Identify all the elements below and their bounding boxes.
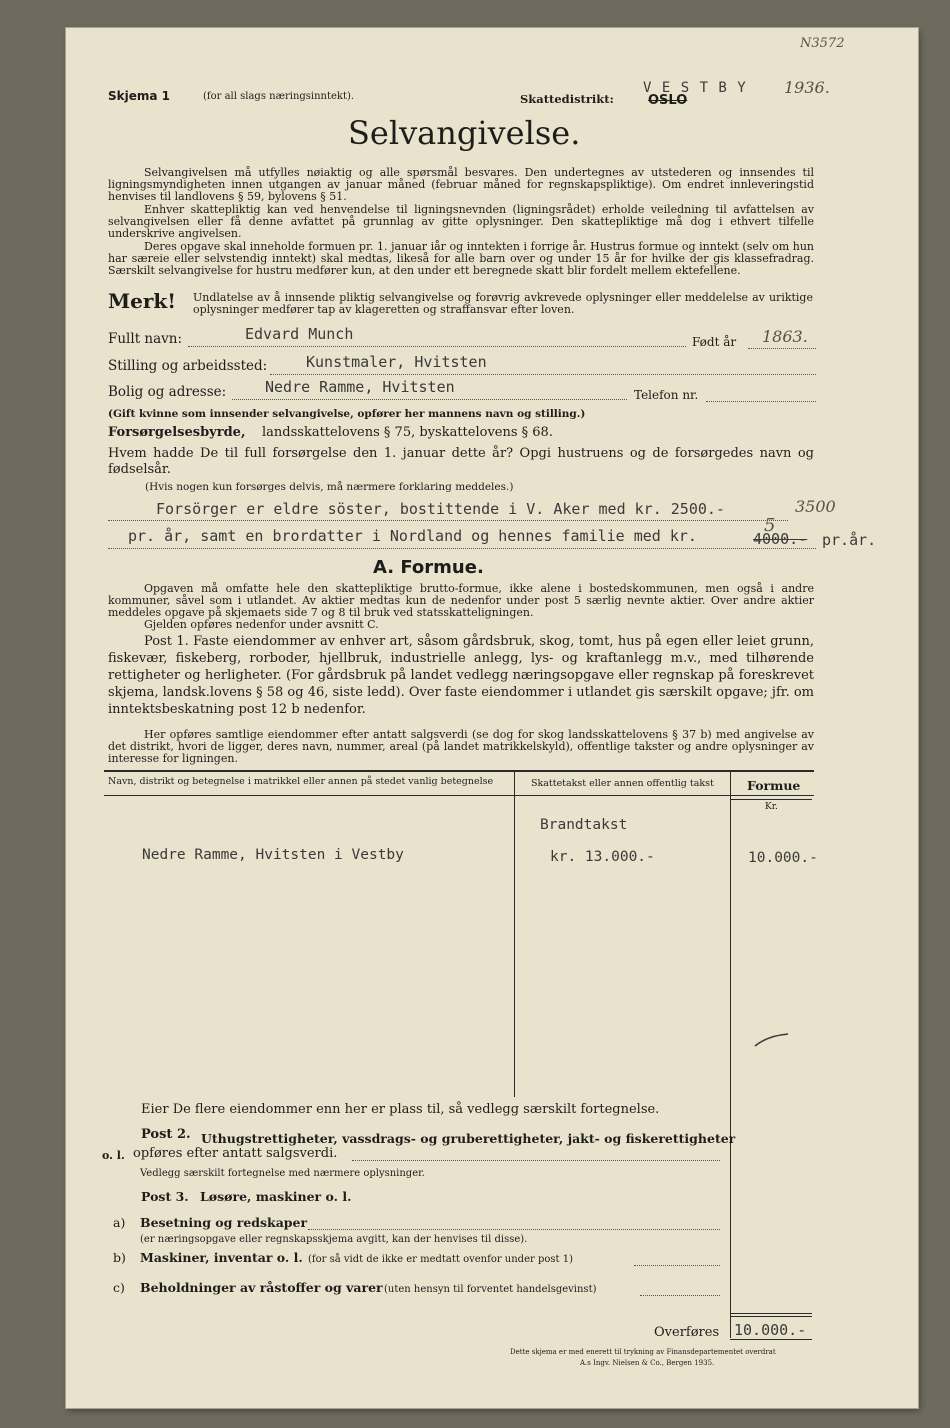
support-line-1: Forsörger er eldre söster, bostittende i V. Aker med kr. 2500.-: [156, 500, 725, 518]
post3-c-text: Beholdninger av råstoffer og varer: [140, 1280, 383, 1295]
intro-paragraph-1: Selvangivelsen må utfylles nøiaktig og alle spørsmål besvares. Den undertegnes av utstederen og innsendes til ligningsmyndigheten innen utgangen av januar måned (februar måned for regnskapspliktige). Om endret innleveringstid henvises til landlovens § 59, bylovens § 51.: [108, 166, 814, 203]
pen-mark: [752, 1030, 792, 1050]
post3-c-note: (uten hensyn til forventet handelsgevinst): [384, 1284, 597, 1295]
phone-label: Telefon nr.: [634, 388, 699, 402]
form-sub: (for all slags næringsinntekt).: [203, 91, 355, 102]
married-note: (Gift kvinne som innsender selvangivelse, opfører her mannens navn og stilling.): [108, 408, 586, 420]
post3-a-dots: [308, 1228, 720, 1230]
form-label: Skjema 1: [108, 89, 171, 103]
imprint-1: Dette skjema er med enerett til trykning av Finansdepartementet overdrat: [510, 1348, 776, 1356]
intro-paragraph-2: Enhver skattepliktig kan ved henvendelse til ligningsnevnden (ligningsrådet) erholde veiledning til avfattelsen av selvangivelsen eller få denne avfattet på grunnlag av gitte oplysninger. Den skattepliktige må dog i ethvert tilfelle underskrive angivelsen.: [108, 203, 814, 240]
table-col-1: Navn, distrikt og betegnelse i matrikkel eller annen på stedet vanlig betegnelse: [108, 776, 494, 787]
post3-title: Løsøre, maskiner o. l.: [200, 1189, 352, 1204]
post3-c-dots: [640, 1294, 720, 1296]
name-line: [188, 345, 686, 347]
occupation-line: [270, 373, 816, 375]
address-value: Nedre Ramme, Hvitsten: [265, 378, 455, 396]
post1-text: Post 1. Faste eiendommer av enhver art, såsom gårdsbruk, skog, tomt, hus på egen eller leiet grunn, fiskevær, fiskeberg, rorboder, hjellbruk, industrielle anlegg, lys- og kraftanlegg m.v., med tilhørende rettigheter og herligheter. (For gårdsbruk på landet vedlegg næringsopgave eller regnskap på foreskrevet skjema, landsk.lovens § 58 og 46, siste ledd). Over faste eiendommer i utlandet gis særskilt opgave; jfr. om inntektsbeskatning post 12 b nedenfor.: [108, 634, 814, 717]
post3-a-note: (er næringsopgave eller regnskapsskjema avgitt, kan der henvises til disse).: [140, 1234, 528, 1245]
phone-line: [706, 400, 816, 402]
support-rule-2: [108, 547, 816, 549]
table-divider-1: [514, 771, 515, 1097]
occupation-value: Kunstmaler, Hvitsten: [306, 353, 487, 371]
overfores-value: 10.000.-: [734, 1321, 807, 1339]
section-a-gjeld: Gjelden opføres nedenfor under avsnitt C.: [144, 618, 379, 631]
support-heading: Forsørgelsesbyrde,: [108, 425, 246, 440]
support-question: Hvem hadde De til full forsørgelse den 1. januar dette år? Opgi hustruens og de forsørgedes navn og fødselsår.: [108, 446, 814, 477]
more-properties-note: Eier De flere eiendommer enn her er plass til, så vedlegg særskilt fortegnelse.: [141, 1102, 660, 1117]
post3-b-note: (for så vidt de ikke er medtatt ovenfor under post 1): [308, 1254, 573, 1265]
form-year: 1936.: [784, 78, 830, 97]
post1-note: Her opføres samtlige eiendommer efter antatt salgsverdi (se dog for skog landsskattelovens § 37 b) med angivelse av det distrikt, hvori de ligger, deres navn, nummer, areal (på landet matrikkelskyld), offentlige takster og andre oplysninger av interesse for ligningen.: [108, 728, 814, 765]
support-hand-2: 5: [764, 515, 776, 536]
post3-c-label: c): [113, 1280, 125, 1295]
table-col-2: Skattetakst eller annen offentlig takst: [531, 778, 714, 789]
support-rule-1: [108, 519, 788, 521]
post2-dots: [352, 1159, 720, 1161]
address-line: [232, 398, 627, 400]
support-line-2: pr. år, samt en brordatter i Nordland og hennes familie med kr.: [128, 527, 697, 545]
post2-line2: opføres efter antatt salgsverdi.: [133, 1146, 338, 1161]
section-a-heading: A. Formue.: [373, 557, 484, 578]
post2-prefix: o. l.: [102, 1149, 125, 1162]
support-amount-2: 4000.-: [753, 530, 808, 548]
merk-label: Merk!: [108, 289, 177, 313]
section-a-paragraph: Opgaven må omfatte hele den skattepliktige brutto-formue, ikke alene i bostedskommunen, men også i andre kommuner, såvel som i utlandet. Av aktier medtas kun de nedenfor under post 5 særlig nevnte aktier. Over andre aktier meddeles opgave på skjemaets side 7 og 8 til bruk ved statsskatteligningen.: [108, 582, 814, 619]
post3-a-text: Besetning og redskaper: [140, 1215, 308, 1230]
table-col-3-unit: Kr.: [765, 802, 778, 812]
table-row-name: Nedre Ramme, Hvitsten i Vestby: [142, 847, 404, 863]
name-label: Fullt navn:: [108, 331, 183, 347]
support-hand-1: 3500: [795, 497, 836, 516]
born-value: 1863.: [762, 327, 808, 346]
born-line: [748, 347, 816, 349]
table-top-rule: [104, 770, 814, 772]
table-header-rule: [104, 795, 814, 796]
post3-a-label: a): [113, 1215, 126, 1230]
support-line-2-end: pr.år.: [822, 531, 877, 549]
page-title: Selvangivelse.: [348, 114, 581, 152]
born-label: Født år: [692, 335, 737, 349]
table-kr-rule: [730, 799, 812, 800]
district-label: Skattedistrikt:: [520, 92, 614, 106]
total-rule-bottom: [730, 1339, 812, 1340]
post3-b-text: Maskiner, inventar o. l.: [140, 1250, 303, 1265]
total-rule-top: [730, 1313, 812, 1314]
post3-label: Post 3.: [141, 1189, 189, 1204]
post2-label: Post 2.: [141, 1127, 191, 1142]
merk-text: Undlatelse av å innsende pliktig selvangivelse og forøvrig avkrevede oplysninger eller meddelelse av uriktige oplysninger medfører tap av klageretten og straffansvar efter loven.: [193, 291, 813, 316]
overfores-label: Overføres: [654, 1325, 720, 1340]
address-label: Bolig og adresse:: [108, 384, 227, 400]
support-note: (Hvis nogen kun forsørges delvis, må nærmere forklaring meddeles.): [145, 481, 514, 493]
table-row-takst-label: Brandtakst: [540, 817, 628, 833]
occupation-label: Stilling og arbeidssted:: [108, 358, 268, 374]
support-law: landsskattelovens § 75, byskattelovens § 68.: [262, 425, 553, 440]
post3-b-label: b): [113, 1250, 126, 1265]
table-divider-2: [730, 771, 731, 1338]
table-col-3: Formue: [747, 778, 801, 793]
table-row-formue: 10.000.-: [748, 850, 818, 866]
intro-paragraph-3: Deres opgave skal inneholde formuen pr. 1. januar iår og inntekten i forrige år. Hustrus formue og inntekt (selv om hun har særeie eller selvstendig inntekt) skal medtas, likeså for alle barn over og under 15 år for hvilke der gis klassefradrag. Særskilt selvangivelse for hustru medfører kun, at den under ett beregnede skatt blir fordelt mellem ektefellene.: [108, 240, 814, 277]
district-struck: OSLO: [648, 93, 688, 108]
district-typed: V E S T B Y: [643, 80, 747, 96]
post2-note: Vedlegg særskilt fortegnelse med nærmere oplysninger.: [140, 1168, 425, 1179]
total-rule-top-2: [730, 1316, 812, 1317]
post3-b-dots: [634, 1264, 720, 1266]
table-row-takst: kr. 13.000.-: [550, 849, 655, 865]
archive-number: N3572: [800, 36, 845, 51]
name-value: Edvard Munch: [245, 325, 354, 343]
imprint-2: A.s Ingv. Nielsen & Co., Bergen 1935.: [580, 1359, 715, 1367]
post2-text: Uthugstrettigheter, vassdrags- og gruberettigheter, jakt- og fiskerettigheter: [201, 1131, 736, 1146]
